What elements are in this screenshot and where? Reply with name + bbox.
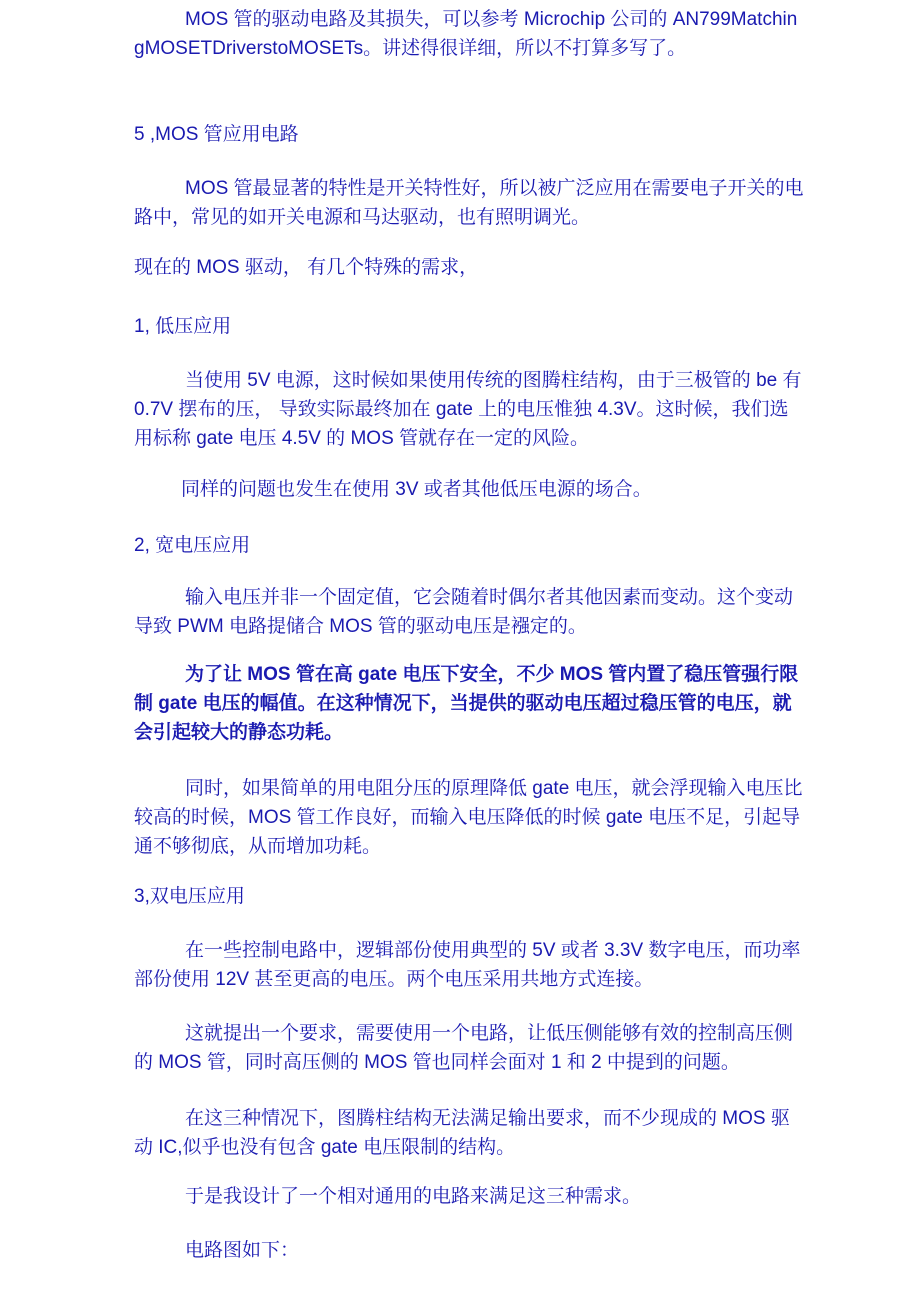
paragraph-logic-power: 在一些控制电路中，逻辑部份使用典型的 5V 或者 3.3V 数字电压，而功率部份使用 12V 甚至更高的电压。两个电压采用共地方式连接。 [134,940,801,990]
paragraph-3v-supply: 同样的问题也发生在使用 3V 或者其他低压电源的场合。 [181,479,652,500]
paragraph-circuit-diagram: 电路图如下： [185,1240,300,1261]
section-heading-dual-voltage: 3,双电压应用 [134,886,245,907]
paragraph-design: 于是我设计了一个相对通用的电路来满足这三种需求。 [185,1186,642,1207]
paragraph-driver-reference: MOS 管的驱动电路及其损失，可以参考 Microchip 公司的 AN799MatchingMOSETDriverstoMOSETs。讲述得很详细，所以不打算多写了。 [134,9,798,59]
paragraph-5v-supply: 当使用 5V 电源，这时候如果使用传统的图腾柱结构，由于三极管的 be 有 0.7V 摆布的压， 导致实际最终加在 gate 上的电压惟独 4.3V。这时候，我们选用标称 gate 电压 4.5V 的 MOS 管就存在一定的风险。 [134,370,802,449]
section-heading-wide-voltage: 2, 宽电压应用 [134,535,251,556]
paragraph-requirement: 这就提出一个要求，需要使用一个电路，让低压侧能够有效的控制高压侧的 MOS 管，同时高压侧的 MOS 管也同样会面对 1 和 2 中提到的问题。 [134,1023,794,1073]
section-heading-5: 5 ,MOS 管应用电路 [134,124,299,145]
paragraph-totem-pole: 在这三种情况下，图腾柱结构无法满足输出要求，而不少现成的 MOS 驱动 IC,似乎也没有包含 gate 电压限制的结构。 [134,1108,790,1158]
section-heading-low-voltage: 1, 低压应用 [134,316,232,337]
paragraph-special-needs: 现在的 MOS 驱动， 有几个特殊的需求， [134,257,479,278]
paragraph-resistor-divider: 同时，如果简单的用电阻分压的原理降低 gate 电压，就会浮现输入电压比较高的时候，MOS 管工作良好，而输入电压降低的时候 gate 电压不足，引起导通不够彻底，从而增加功耗。 [134,778,803,857]
paragraph-input-voltage: 输入电压并非一个固定值，它会随着时偶尔者其他因素而变动。这个变动导致 PWM 电路提储合 MOS 管的驱动电压是襁定的。 [134,587,794,637]
paragraph-switch-characteristics: MOS 管最显著的特性是开关特性好，所以被广泛应用在需要电子开关的电路中，常见的如开关电源和马达驱动，也有照明调光。 [134,178,804,228]
paragraph-zener-clamp: 为了让 MOS 管在高 gate 电压下安全，不少 MOS 管内置了稳压管强行限制 gate 电压的幅值。在这种情况下，当提供的驱动电压超过稳压管的电压，就会引起较大的静态功耗。 [134,664,799,743]
